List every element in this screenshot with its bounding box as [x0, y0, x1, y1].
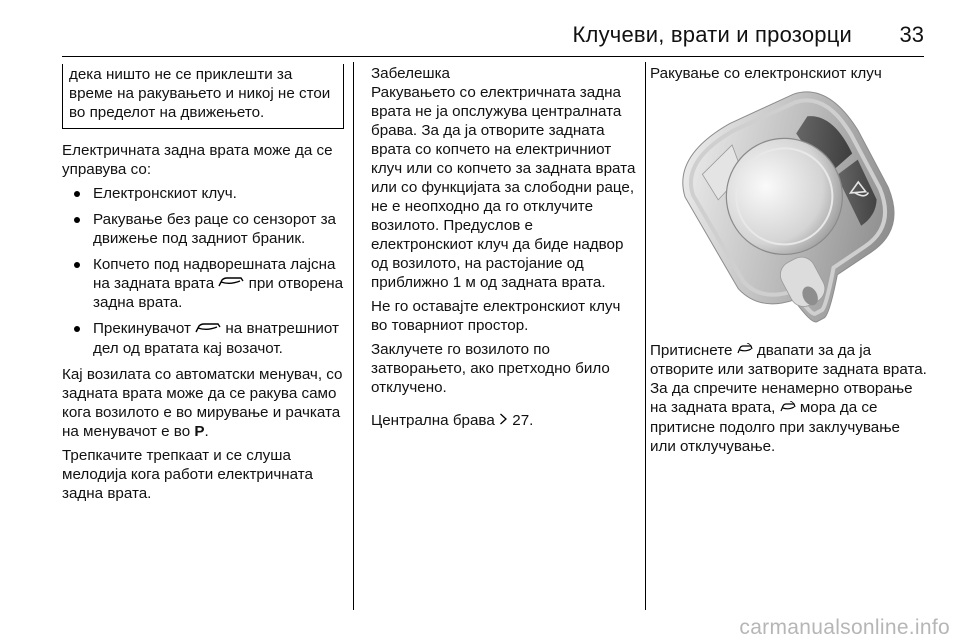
key-tailgate-icon: [737, 341, 753, 360]
header-divider: [62, 56, 924, 57]
list-item: Копчето под надворешната лајсна на задната врата при отворена задна врата.: [62, 255, 344, 312]
page-reference-link[interactable]: 27.: [512, 412, 534, 429]
electronic-key-illustration: [650, 87, 922, 329]
bullet-icon: [74, 191, 80, 197]
key-instruction-text: Притиснете двапати за да ја отворите или затворите задната врата. За да спречите ненамерно отворање на задната врата, мора да се притисне подолго при заклучување или отклучување.: [650, 342, 927, 455]
bullet-icon: [74, 326, 80, 332]
control-list: [62, 184, 344, 358]
bullet-icon: [74, 262, 80, 268]
lock-after-closing-text: Заклучете го возилото по затворањето, ако претходно било отклучено.: [371, 341, 610, 396]
header-title: Клучеви, врати и прозорци: [572, 22, 852, 47]
warning-box-text: дека ништо не се приклешти за време на ракувањето и никој не стои во пределот на движењето.: [69, 66, 331, 121]
warning-box: [62, 64, 344, 129]
note-text: Ракувањето со електричната задна врата не ја опслужува централната брава. За да ја отворите задната врата со копчето на електричниот клуч или со копчето за задната врата или со функцијата за слободни раце, не е неопходно да го отклучите возилото. Предуслов е електронскиот клуч да биде надвор од возилото, на растојание од приближно 1 м од задната врата.: [371, 84, 636, 291]
column-2: [371, 64, 637, 435]
section-heading: Ракување со електронскиот клуч: [650, 65, 882, 82]
column-1: [62, 64, 344, 508]
column-divider-2: [645, 62, 646, 610]
list-item: Електронскиот клуч.: [62, 184, 344, 203]
watermark: carmanualsonline.info: [739, 616, 950, 639]
note-text-2: Не го оставајте електронскиот клуч во товарниот простор.: [371, 298, 621, 334]
bullet-icon: [74, 217, 80, 223]
tailgate-icon: [195, 320, 221, 339]
column-divider-1: [353, 62, 354, 610]
page-number: 33: [899, 22, 924, 47]
list-item: Прекинувачот на внатрешниот дел од вратата кај возачот.: [62, 319, 344, 357]
note-heading: Забелешка: [371, 65, 451, 82]
arrow-right-icon: [499, 411, 508, 430]
melody-text: Трепкачите трепкаат и се слуша мелодија кога работи електричната задна врата.: [62, 446, 314, 502]
list-item: Ракување без раце со сензорот за движење под задниот браник.: [62, 210, 344, 248]
intro-text: Електричната задна врата може да се управува со:: [62, 142, 333, 178]
column-3: [650, 64, 930, 461]
cross-reference: Централна брава 27.: [371, 412, 534, 429]
key-tailgate-icon: [780, 399, 796, 418]
tailgate-icon: [218, 274, 244, 293]
key-fob-image: [650, 87, 922, 329]
automatic-transmission-text: Кај возилата со автоматски менувач, со задната врата може да се ракува само кога возилото е во мирување и рачката на менувачот е во P.: [62, 365, 343, 440]
gear-p-label: P: [194, 422, 205, 440]
